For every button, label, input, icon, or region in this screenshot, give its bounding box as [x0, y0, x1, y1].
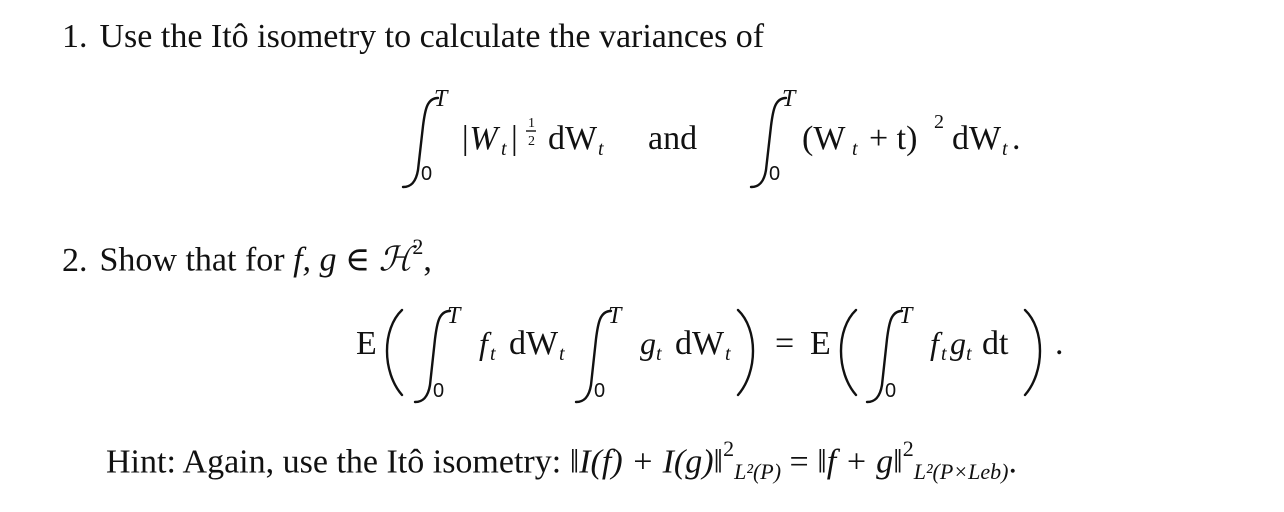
connector-and: and	[648, 120, 698, 157]
power-denominator: 2	[528, 134, 535, 149]
hint-lhs-power: 2	[723, 436, 735, 461]
integrand-tail: + t)	[869, 120, 918, 157]
right-close-paren	[1025, 310, 1040, 395]
differential: dW	[548, 120, 598, 157]
lower-limit: 0	[433, 380, 445, 402]
integrand: (W	[802, 120, 846, 157]
integrand-subscript: t	[501, 138, 507, 160]
problem-2-condition-comma: ,	[423, 241, 432, 279]
integrand-tail: |	[511, 120, 518, 157]
integrand-f-subscript: t	[941, 343, 947, 365]
equals-sign: =	[775, 325, 795, 362]
integrand-g-subscript: t	[966, 343, 972, 365]
integrand: f	[479, 325, 488, 361]
differential: dW	[509, 325, 559, 362]
punctuation: .	[1055, 325, 1064, 362]
problem-2-condition: f, g ∈ ℋ	[293, 241, 413, 279]
integrand-g: g	[950, 325, 966, 361]
integrand-f: f	[930, 325, 939, 361]
right-open-paren	[841, 310, 856, 395]
hint-lhs-space: L²(P)	[734, 459, 782, 485]
punctuation: .	[1012, 120, 1021, 157]
hint-label: Hint:	[106, 443, 176, 481]
hint-equals: =	[789, 443, 809, 481]
problem-2-right-integral	[867, 303, 1009, 402]
integrand-subscript: t	[490, 343, 496, 365]
integrand: |W	[460, 120, 498, 157]
left-close-paren	[738, 310, 753, 395]
lower-limit: 0	[594, 380, 606, 402]
upper-limit: T	[447, 303, 461, 329]
upper-limit: T	[434, 86, 448, 112]
left-open-paren	[387, 310, 402, 395]
problem-2-condition-power: 2	[412, 234, 424, 259]
lower-limit: 0	[885, 380, 897, 402]
differential-subscript: t	[725, 343, 731, 365]
differential-subscript: t	[1002, 138, 1008, 160]
problem-2-left-integral-1	[415, 303, 565, 402]
problem-1-text: Use the Itô isometry to calculate the variances of	[99, 18, 765, 55]
left-expectation: E	[356, 325, 377, 362]
power-numerator: 1	[528, 116, 535, 131]
differential: dW	[675, 325, 725, 362]
upper-limit: T	[782, 86, 796, 112]
hint-lhs: ‖I(f) + I(g)‖	[569, 443, 724, 481]
integrand-subscript: t	[656, 343, 662, 365]
right-expectation: E	[810, 325, 831, 362]
hint-rhs: ‖f + g‖	[817, 443, 903, 481]
hint-line	[106, 438, 1017, 483]
power: 2	[934, 111, 944, 133]
differential-subscript: t	[559, 343, 565, 365]
hint-rhs-power: 2	[902, 436, 914, 461]
hint-text: Again, use the Itô isometry:	[182, 443, 562, 481]
hint-rhs-space: L²(P×Leb)	[913, 459, 1009, 485]
differential: dW	[952, 120, 1002, 157]
problem-2-left-integral-2	[576, 303, 731, 402]
differential-subscript: t	[598, 138, 604, 160]
upper-limit: T	[608, 303, 622, 329]
problem-2-number: 2.	[62, 241, 88, 279]
lower-limit: 0	[769, 163, 781, 185]
integrand-subscript: t	[852, 138, 858, 160]
hint-punctuation: .	[1008, 443, 1017, 481]
differential: dt	[982, 325, 1009, 362]
lower-limit: 0	[421, 163, 433, 185]
problem-1-number: 1.	[62, 18, 88, 55]
problem-2-text: Show that for	[99, 241, 285, 279]
integrand: g	[640, 325, 656, 361]
upper-limit: T	[899, 303, 913, 329]
